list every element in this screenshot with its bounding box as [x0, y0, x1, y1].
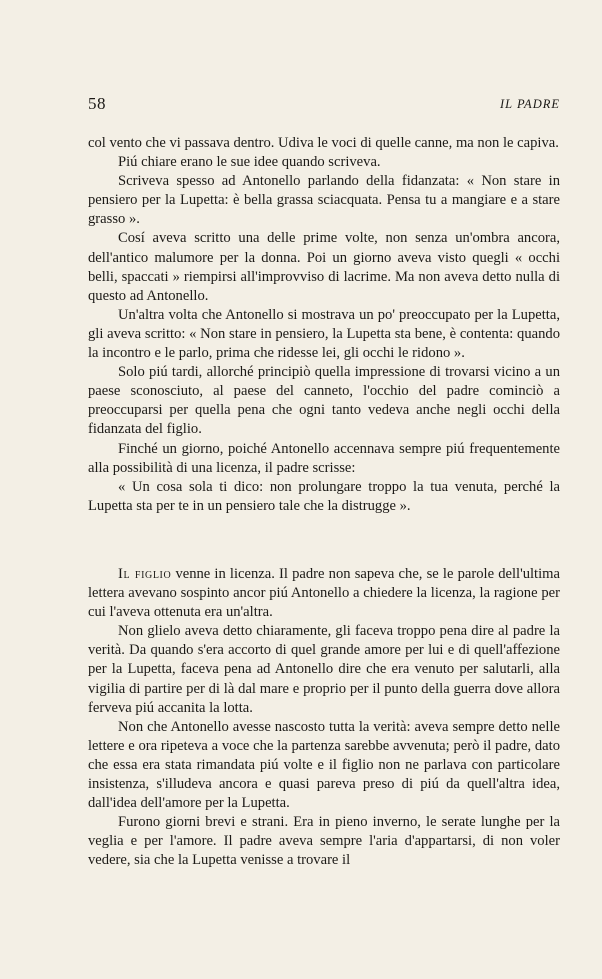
paragraph: Non che Antonello avesse nascosto tutta la verità: aveva sempre detto nelle lettere e ora ripeteva a voce che la partenza sarebbe avvenuta; però il padre, dato che essa era stata rimandata piú volte e il figlio non ne parlava con particolare insistenza, s'illudeva ancora e quasi pareva preso di piú da quell'altra idea, dall'idea dell'amore per la Lupetta. [88, 718, 560, 812]
paragraph: Finché un giorno, poiché Antonello accennava sempre piú frequentemente alla possibilità di una licenza, il padre scrisse: [88, 440, 560, 476]
paragraph: Solo piú tardi, allorché principiò quella impressione di trovarsi vicino a un paese sconosciuto, al paese del canneto, l'occhio del padre cominciò a preoccuparsi per quella pena che ogni tanto vedeva anche negli occhi della fidanzata del figlio. [88, 364, 560, 438]
paragraph: col vento che vi passava dentro. Udiva le voci di quelle canne, ma non le capiva. [88, 135, 559, 151]
paragraph: Cosí aveva scritto una delle prime volte, non senza un'ombra ancora, dell'antico malumore per la donna. Poi un giorno aveva visto quegli « occhi belli, spaccati » riempirsi all'improvviso di lacrime. Ma non aveva detto nulla di questo ad Antonello. [88, 230, 560, 304]
section-opening-paragraph [88, 565, 560, 622]
paragraph: « Un cosa sola ti dico: non prolungare troppo la tua venuta, perché la Lupetta sta per te in un pensiero tale che la distrugge ». [88, 478, 560, 514]
body-text-section-2 [88, 565, 560, 871]
paragraph: Un'altra volta che Antonello si mostrava un po' preoccupato per la Lupetta, gli aveva scritto: « Non stare in pensiero, la Lupetta sta bene, è contenta: quando la incontro e le parlo, prima che ridesse lei, gli occhi le ridono ». [88, 306, 560, 362]
section-opening-text: venne in licenza. Il padre non sapeva che, se le parole dell'ultima lettera avevano sospinto ancor piú Antonello a chiedere la licenza, la ragione per cui l'aveva ottenuta era un'altra. [88, 566, 560, 621]
paragraph: Non glielo aveva detto chiaramente, gli faceva troppo pena dire al padre la verità. Da quando s'era accorto di quel grande amore per lui e di quell'affezione per la Lupetta, faceva pena ad Antonello dire che era venuto per salutarli, alla vigilia di partire per di là dal mare e proprio per il punto della guerra dove allora ferveva piú accanita la lotta. [88, 623, 560, 716]
body-text-section-1 [88, 134, 560, 516]
paragraph: Scriveva spesso ad Antonello parlando della fidanzata: « Non stare in pensiero per la Lupetta: è bella grassa sciacquata. Pensa tu a mangiare e a stare grasso ». [88, 173, 560, 228]
page-number: 58 [88, 94, 106, 113]
paragraph: Piú chiare erano le sue idee quando scriveva. [118, 154, 381, 171]
paragraph: Furono giorni brevi e strani. Era in pieno inverno, le serate lunghe per la veglia e per l'amore. Il padre aveva sempre l'aria d'appartarsi, di non voler vedere, sia che la Lupetta venisse a trovare il [88, 814, 560, 869]
section-opening-small-caps: Il figlio [118, 566, 172, 582]
page-header [88, 94, 560, 116]
running-title: IL PADRE [500, 97, 560, 111]
